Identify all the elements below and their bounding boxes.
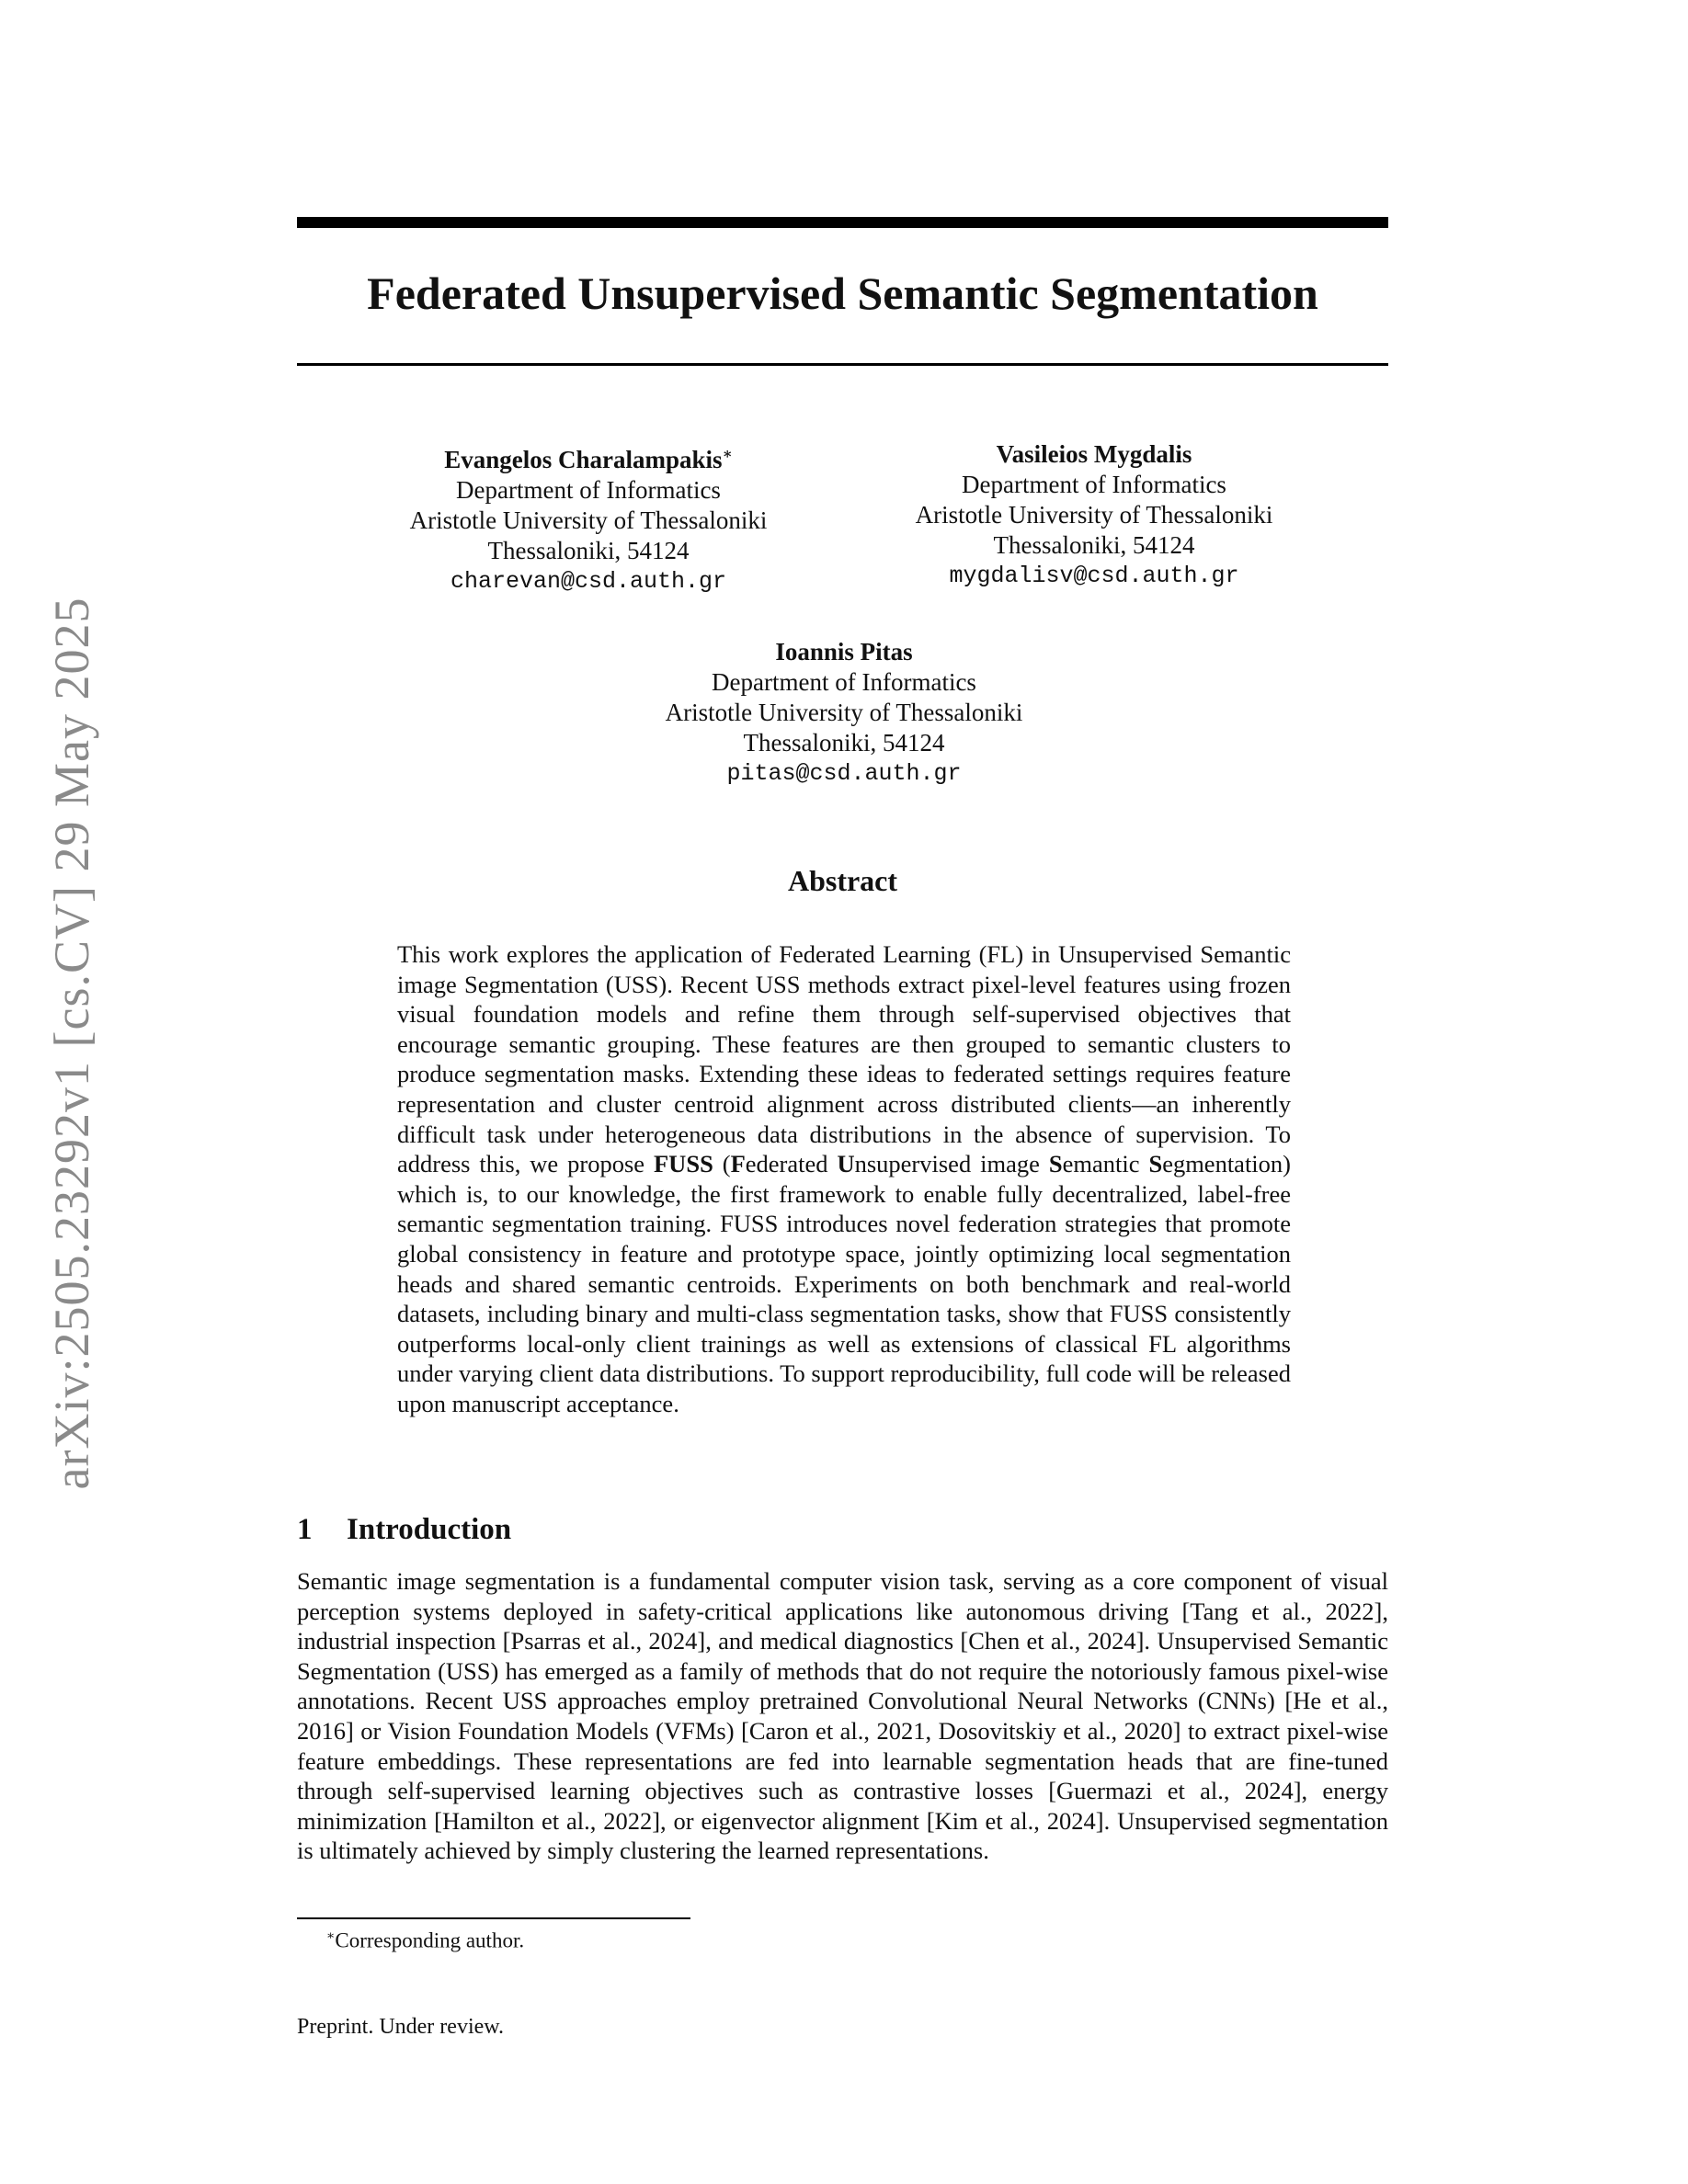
author-city: Thessaloniki, 54124 [993,531,1195,559]
footnote-rule [297,1917,690,1919]
author-name: Ioannis Pitas [775,638,913,665]
author-email[interactable]: charevan@csd.auth.gr [450,568,727,595]
arxiv-identifier-sidebar [0,0,110,2184]
author-email[interactable]: mygdalisv@csd.auth.gr [949,563,1239,589]
author-block-1 [386,439,791,597]
author-university: Aristotle University of Thessaloniki [665,699,1023,726]
title-top-rule [297,217,1388,228]
corresponding-author-mark: ∗ [722,446,733,462]
author-city: Thessaloniki, 54124 [743,729,945,756]
abstract-heading: Abstract [787,864,898,897]
title-bottom-rule [297,363,1388,366]
author-name: Vasileios Mygdalis [996,440,1192,468]
abstract-text: This work explores the application of Federated Learning (FL) in Unsupervised Semantic image Segmentation (USS). Recent USS methods extract pixel-level features using frozen visual foundation models and refine them through self-supervised objectives that encourage semantic grouping. These features are then grouped to semantic clusters to produce segmentation masks. Extending these ideas to federated settings requires feature representation and cluster centroid alignment across distributed clients—an inherently difficult task under heterogeneous data distributions in the absence of supervision. To address this, we propose FUSS (Federated Unsupervised image Semantic Segmentation) which is, to our knowledge, the first framework to enable fully decentralized, label-free semantic segmentation training. FUSS introduces novel federation strategies that promote global consistency in feature and prototype space, jointly optimizing local segmentation heads and shared semantic centroids. Experiments on both benchmark and real-world datasets, including binary and multi-class segmentation tasks, show that FUSS consistently outperforms local-only client trainings as well as extensions of classical FL algorithms under varying client data distributions. To support reproducibility, full code will be released upon manuscript acceptance. [397,940,1291,1417]
paper-title: Federated Unsupervised Semantic Segmentation [367,267,1318,319]
author-name: Evangelos Charalampakis∗ [444,446,733,473]
section-number: 1 [297,1513,313,1546]
arxiv-identifier[interactable]: arXiv:2505.23292v1 [cs.CV] 29 May 2025 [44,597,99,1490]
author-email[interactable]: pitas@csd.auth.gr [726,760,962,787]
author-block-3 [639,637,1049,789]
author-department: Department of Informatics [712,668,976,696]
footnote [326,1928,524,1953]
preprint-note: Preprint. Under review. [297,2015,505,2039]
section-title: Introduction [347,1513,512,1546]
author-university: Aristotle University of Thessaloniki [409,506,768,534]
introduction-text: Semantic image segmentation is a fundamental computer vision task, serving as a core component of visual perception systems deployed in safety-critical applications like autonomous driving [Tang et al., 2022], industrial inspection [Psarras et al., 2024], and medical diagnostics [Chen et al., 2024]. Unsupervised Semantic Segmentation (USS) has emerged as a family of methods that do not require the notoriously famous pixel-wise annotations. Recent USS approaches employ pretrained Convolutional Neural Networks (CNNs) [He et al., 2016] or Vision Foundation Models (VFMs) [Caron et al., 2021, Dosovitskiy et al., 2020] to extract pixel-wise feature embeddings. These representations are fed into learnable segmentation heads that are fine-tuned through self-supervised learning objectives such as contrastive losses [Guermazi et al., 2024], energy minimization [Hamilton et al., 2022], or eigenvector alignment [Kim et al., 2024]. Unsupervised segmentation is ultimately achieved by simply clustering the learned representations. [297,1567,1388,1865]
section-heading-introduction [297,1513,511,1547]
author-block-2 [892,439,1296,591]
author-city: Thessaloniki, 54124 [487,537,690,564]
footnote-mark: ∗ [326,1928,336,1942]
author-university: Aristotle University of Thessaloniki [915,501,1273,529]
author-department: Department of Informatics [962,471,1226,498]
author-department: Department of Informatics [456,476,721,504]
footnote-text: Corresponding author. [335,1928,525,1952]
